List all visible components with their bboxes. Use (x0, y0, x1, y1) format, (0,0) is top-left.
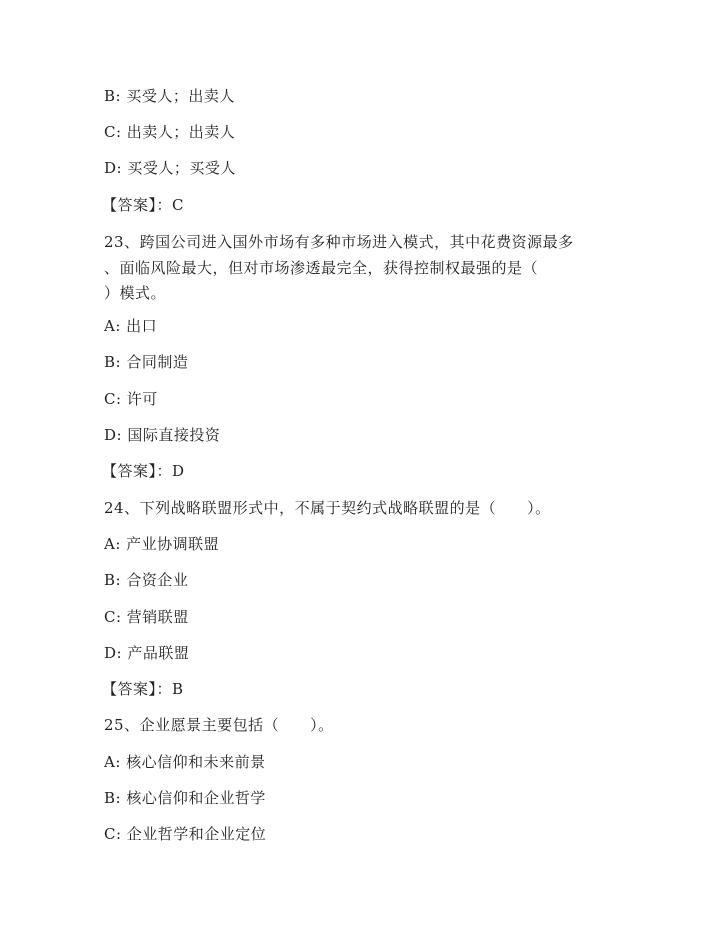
question-24: 24、下列战略联盟形式中，不属于契约式战略联盟的是（ ）。 (104, 499, 551, 517)
answer-q22: 【答案】：C (102, 196, 184, 214)
option-c-q24: C: 营销联盟 (104, 608, 189, 626)
option-d-q22: D: 买受人；买受人 (104, 159, 236, 177)
option-d-q23: D: 国际直接投资 (104, 426, 221, 444)
question-23-line-1: 23、跨国公司进入国外市场有多种市场进入模式，其中花费资源最多 (104, 233, 574, 251)
option-d-q24: D: 产品联盟 (104, 644, 190, 662)
option-b-q23: B: 合同制造 (104, 353, 189, 371)
option-a-q23: A: 出口 (104, 317, 158, 335)
option-b-q25: B: 核心信仰和企业哲学 (104, 789, 266, 807)
option-a-q24: A: 产业协调联盟 (104, 535, 220, 553)
question-25: 25、企业愿景主要包括（ ）。 (104, 716, 334, 734)
option-b-q24: B: 合资企业 (104, 571, 189, 589)
answer-q24: 【答案】：B (102, 680, 184, 698)
option-c-q25: C: 企业哲学和企业定位 (104, 825, 267, 843)
question-23-line-3: ）模式。 (104, 284, 167, 302)
option-c-q23: C: 许可 (104, 390, 158, 408)
answer-q23: 【答案】：D (102, 462, 185, 480)
question-23-line-2: 、面临风险最大，但对市场渗透最完全，获得控制权最强的是（ (104, 259, 539, 277)
option-c-q22: C: 出卖人；出卖人 (104, 123, 236, 141)
option-b-q22: B: 买受人；出卖人 (104, 87, 235, 105)
option-a-q25: A: 核心信仰和未来前景 (104, 753, 266, 771)
